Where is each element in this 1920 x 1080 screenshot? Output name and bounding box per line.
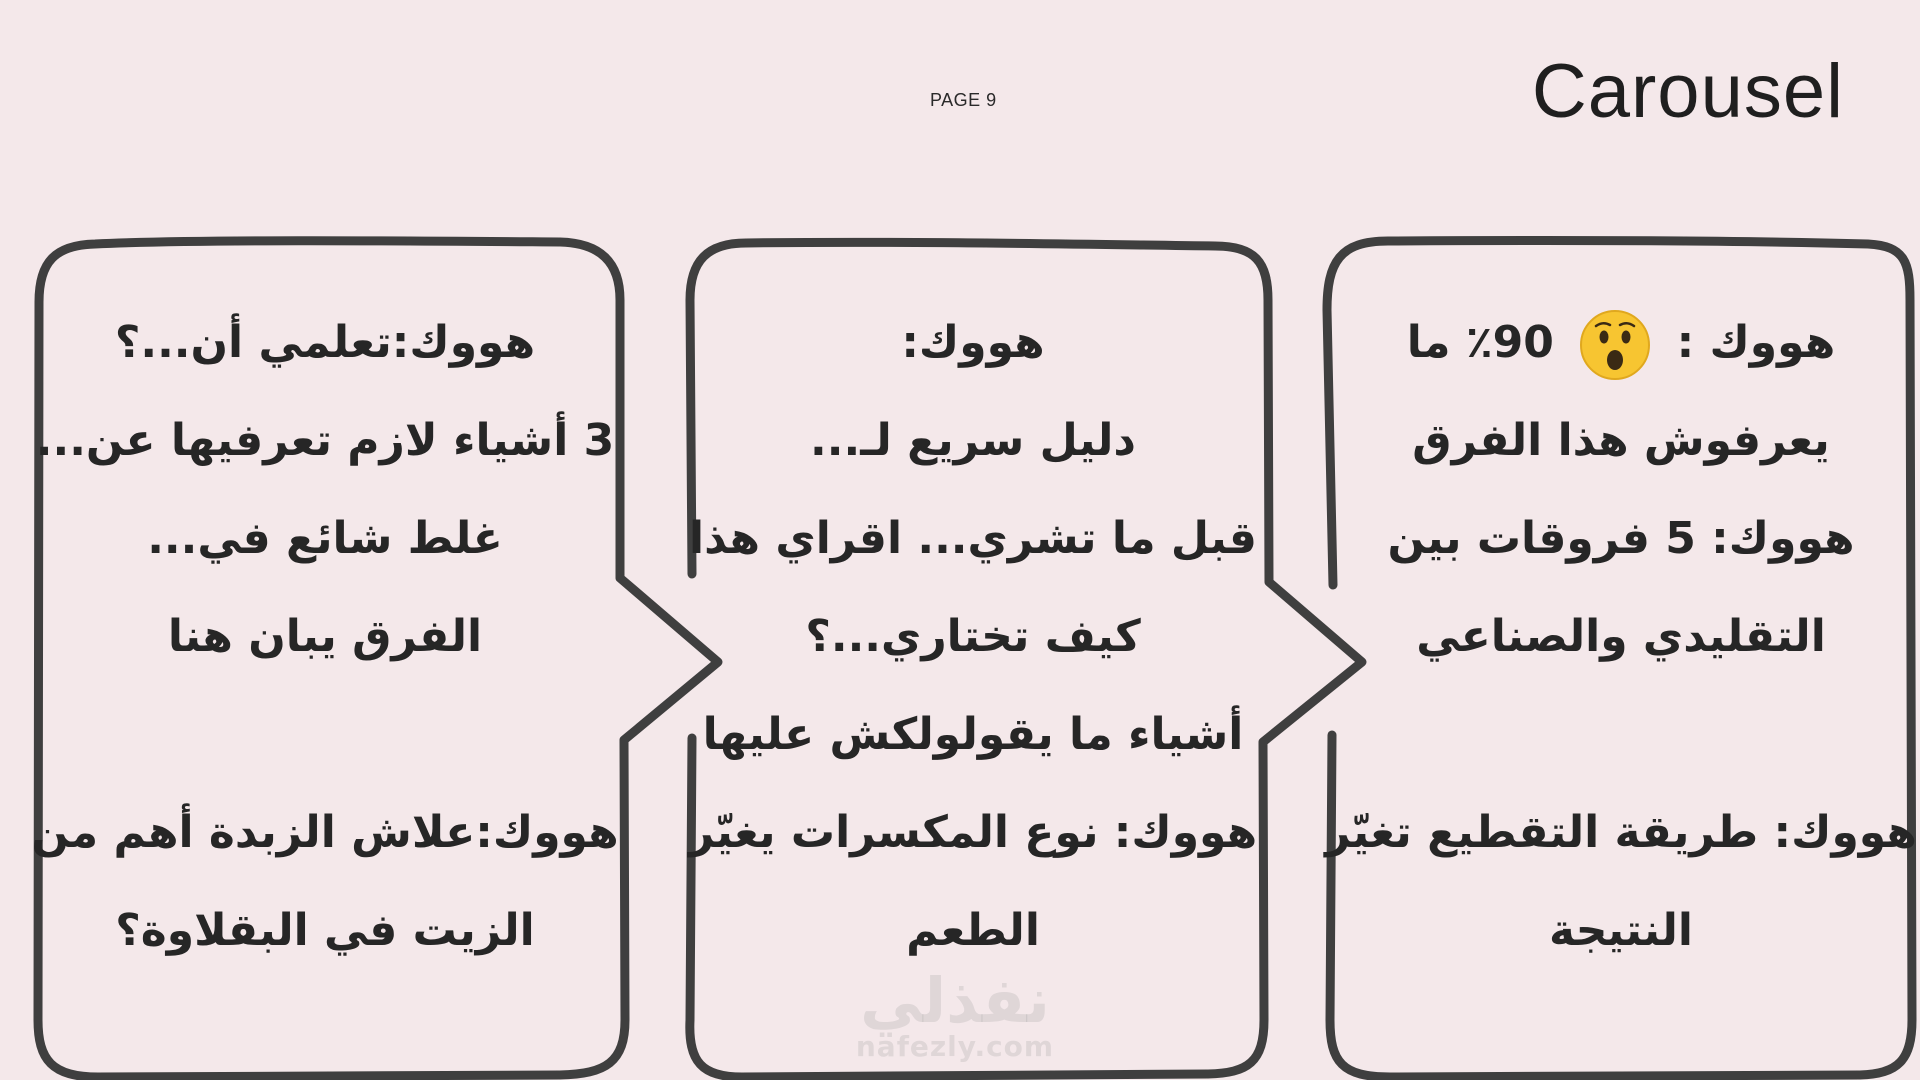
right-hook-stat: 90٪ ما [1406,317,1554,368]
middle-hook-bottom-line-1: هووك: نوع المكسرات يغيّر [688,807,1258,858]
left-hook-line-3: غلط شائع في... [147,513,503,564]
middle-hooks-panel [673,300,1273,986]
middle-hook-bottom-line-2: الطعم [906,905,1040,956]
left-hook-bottom-line-1: هووك:علاش الزبدة أهم من [31,807,619,858]
left-hook-bottom-line-2: الزيت في البقلاوة؟ [115,905,535,956]
page-title: Carousel [1531,49,1844,134]
right-hooks-panel [1321,300,1920,986]
page-number-label: PAGE 9 [930,90,997,110]
right-hook-line-1 [1321,300,1920,398]
right-hook2-line-2: التقليدي والصناعي [1416,611,1826,662]
right-hook-line-2: يعرفوش هذا الفرق [1412,415,1830,466]
middle-hook-line-3: قبل ما تشري... اقراي هذا [689,513,1257,564]
right-hook3-line-2: النتيجة [1549,905,1693,956]
left-hook-line-2: 3 أشياء لازم تعرفيها عن... [35,415,615,466]
middle-hook-line-5: أشياء ما يقولولكش عليها [702,709,1244,760]
right-hook-label: هووك : [1676,317,1836,368]
right-hook2-line-1: هووك: 5 فروقات بين [1387,513,1855,564]
middle-hook-line-4: كيف تختاري...؟ [805,611,1141,662]
middle-hook-line-1: هووك: [901,317,1045,368]
middle-hook-line-2: دليل سريع لـ... [810,415,1136,466]
left-hook-line-1: هووك:تعلمي أن...؟ [114,317,536,368]
right-hook3-line-1: هووك: طريقة التقطيع تغيّر [1325,807,1917,858]
left-hooks-panel [25,300,625,986]
watermark-url: nafezly.com [855,1030,1055,1063]
left-hook-line-4: الفرق يبان هنا [167,611,483,662]
watermark [820,964,1090,1080]
watermark-logo-text: نفذلي [860,964,1050,1037]
surprised-face-emoji-icon [1579,309,1651,381]
